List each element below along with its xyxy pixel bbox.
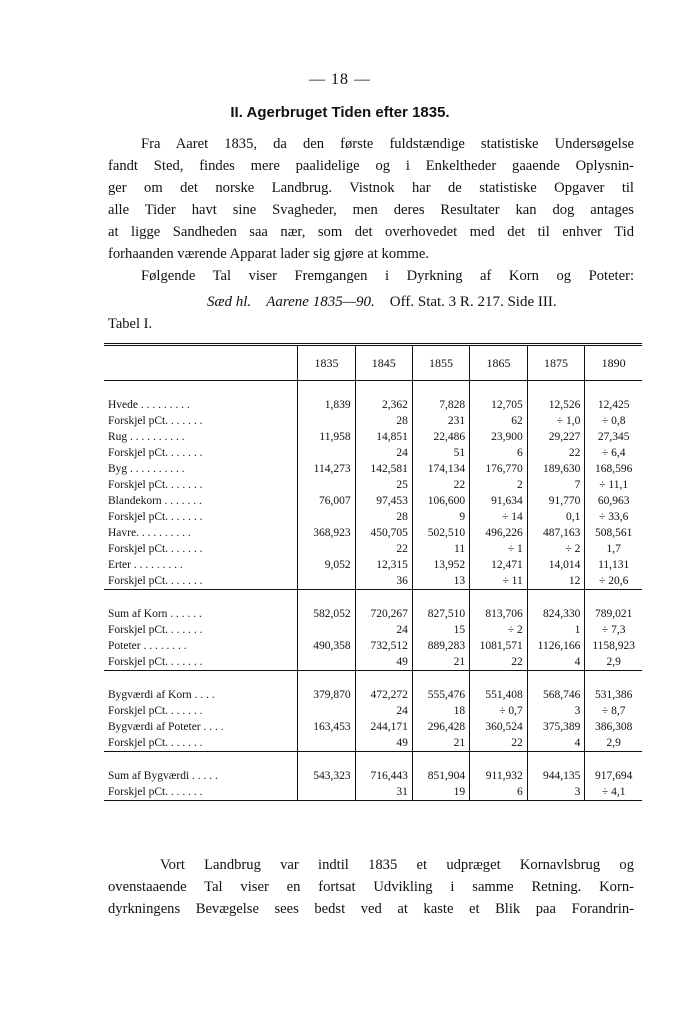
value-cell: 732,512 [355, 638, 412, 654]
page-number: — 18 — [309, 71, 371, 88]
value-cell: ÷ 4,1 [585, 784, 642, 801]
row-label: Forskjel pCt. . . . . . . [104, 654, 298, 671]
row-label: Forskjel pCt. . . . . . . [108, 447, 203, 459]
spacer-cell [470, 671, 528, 688]
row-label: Havre. . . . . . . . . . [108, 527, 191, 539]
table-row [104, 768, 642, 784]
value-cell: 375,389 [527, 719, 585, 735]
value-cell: 582,052 [298, 606, 355, 622]
spacer-cell [470, 752, 528, 769]
value-cell: 13,952 [412, 557, 469, 573]
table-header-row [104, 345, 642, 381]
row-label: Forskjel pCt. . . . . . . [108, 543, 203, 555]
value-cell [298, 622, 355, 638]
table-row [104, 397, 642, 413]
value-cell [298, 413, 355, 429]
row-label: Forskjel pCt. . . . . . . [104, 573, 298, 590]
value-cell: 3 [527, 784, 585, 801]
value-cell: ÷ 6,4 [585, 445, 642, 461]
table-row [104, 735, 642, 752]
value-cell: 1,839 [298, 397, 355, 413]
row-spacer [104, 381, 642, 398]
value-cell: 1081,571 [470, 638, 528, 654]
row-label: Byg . . . . . . . . . . [108, 463, 185, 475]
value-cell: 22 [470, 735, 528, 752]
table-row [104, 638, 642, 654]
table-row [104, 445, 642, 461]
value-cell: 360,524 [470, 719, 528, 735]
value-cell: 472,272 [355, 687, 412, 703]
value-cell: 824,330 [527, 606, 585, 622]
spacer-cell [104, 752, 298, 769]
value-cell: 1158,923 [585, 638, 642, 654]
row-label: Forskjel pCt. . . . . . . [104, 784, 298, 801]
intro-line: ger om det norske Landbrug. Vistnok har de statistiske Opgaver til [108, 180, 634, 196]
value-cell: 9,052 [298, 557, 355, 573]
statistics-table [104, 343, 642, 801]
value-cell: 12,705 [470, 397, 528, 413]
table-row [104, 541, 642, 557]
value-cell: ÷ 20,6 [585, 573, 642, 590]
value-cell: ÷ 0,8 [585, 413, 642, 429]
spacer-cell [527, 590, 585, 607]
closing-line: ovenstaaende Tal viser en fortsat Udvikling i samme Retning. Korn- [108, 879, 634, 895]
value-cell [298, 445, 355, 461]
value-cell: 490,358 [298, 638, 355, 654]
value-cell: 19 [412, 784, 469, 801]
value-cell: 14,851 [355, 429, 412, 445]
value-cell: 36 [355, 573, 412, 590]
row-label: Sum af Bygværdi . . . . . [108, 770, 218, 782]
row-label: Bygværdi af Poteter . . . . [108, 721, 224, 733]
value-cell: ÷ 11,1 [585, 477, 642, 493]
value-cell: 0,1 [527, 509, 585, 525]
value-cell: 917,694 [585, 768, 642, 784]
value-cell: 851,904 [412, 768, 469, 784]
value-cell: 9 [412, 509, 469, 525]
spacer-cell [355, 590, 412, 607]
value-cell: 24 [355, 622, 412, 638]
value-cell: 889,283 [412, 638, 469, 654]
value-cell: 12 [527, 573, 585, 590]
value-cell: 555,476 [412, 687, 469, 703]
spacer-cell [527, 671, 585, 688]
table-row [104, 622, 642, 638]
value-cell: 720,267 [355, 606, 412, 622]
value-cell: 531,386 [585, 687, 642, 703]
row-label: Forskjel pCt. . . . . . . [104, 735, 298, 752]
table-row [104, 573, 642, 590]
value-cell: 91,770 [527, 493, 585, 509]
row-label: Forskjel pCt. . . . . . . [108, 479, 203, 491]
value-cell: 508,561 [585, 525, 642, 541]
value-cell: 911,932 [470, 768, 528, 784]
section-title: II. Agerbruget Tiden efter 1835. [230, 104, 450, 121]
value-cell: 496,226 [470, 525, 528, 541]
value-cell: 2,362 [355, 397, 412, 413]
row-label: Erter . . . . . . . . . [108, 559, 183, 571]
row-spacer [104, 671, 642, 688]
value-cell: 189,630 [527, 461, 585, 477]
value-cell: 368,923 [298, 525, 355, 541]
column-header: 1875 [527, 345, 585, 381]
row-label: Forskjel pCt. . . . . . . [108, 511, 203, 523]
value-cell: 2,9 [585, 654, 642, 671]
row-label: Forskjel pCt. . . . . . . [108, 705, 203, 717]
spacer-cell [298, 381, 355, 398]
value-cell: 450,705 [355, 525, 412, 541]
intro-line: alle Tider havt sine Svagheder, men deres Resultater kan dog antages [108, 202, 634, 218]
value-cell: 944,135 [527, 768, 585, 784]
value-cell: 12,425 [585, 397, 642, 413]
value-cell [298, 654, 355, 671]
value-cell: 244,171 [355, 719, 412, 735]
table-row [104, 477, 642, 493]
table-years: Aarene 1835—90. [266, 294, 375, 310]
value-cell: ÷ 2 [470, 622, 528, 638]
value-cell: 106,600 [412, 493, 469, 509]
value-cell: 22 [412, 477, 469, 493]
value-cell: 487,163 [527, 525, 585, 541]
value-cell: 62 [470, 413, 528, 429]
closing-line: dyrkningens Bevægelse sees bedst ved at kaste et Blik paa Forandrin- [108, 901, 634, 917]
table-source: Off. Stat. 3 R. 217. Side III. [389, 294, 557, 310]
value-cell: 1126,166 [527, 638, 585, 654]
value-cell: 12,526 [527, 397, 585, 413]
value-cell: 11,131 [585, 557, 642, 573]
row-label: Forskjel pCt. . . . . . . [108, 415, 203, 427]
table-row [104, 687, 642, 703]
spacer-cell [527, 752, 585, 769]
table-caption [207, 294, 557, 311]
value-cell: 6 [470, 445, 528, 461]
value-cell: 76,007 [298, 493, 355, 509]
value-cell: 25 [355, 477, 412, 493]
value-cell [298, 477, 355, 493]
table-row [104, 461, 642, 477]
value-cell [298, 541, 355, 557]
value-cell: ÷ 7,3 [585, 622, 642, 638]
value-cell: 4 [527, 654, 585, 671]
table-row [104, 525, 642, 541]
value-cell: 28 [355, 413, 412, 429]
header-blank [104, 345, 298, 381]
row-label: Sum af Korn . . . . . . [108, 608, 202, 620]
value-cell: 97,453 [355, 493, 412, 509]
spacer-cell [412, 752, 469, 769]
value-cell: 3 [527, 703, 585, 719]
column-header: 1890 [585, 345, 642, 381]
intro-line: Følgende Tal viser Fremgangen i Dyrkning af Korn og Poteter: [141, 268, 634, 284]
spacer-cell [412, 381, 469, 398]
value-cell: 1,7 [585, 541, 642, 557]
spacer-cell [355, 752, 412, 769]
row-spacer [104, 590, 642, 607]
value-cell: 163,453 [298, 719, 355, 735]
value-cell: 49 [355, 654, 412, 671]
spacer-cell [355, 381, 412, 398]
value-cell: 4 [527, 735, 585, 752]
value-cell: 22 [470, 654, 528, 671]
value-cell: 60,963 [585, 493, 642, 509]
spacer-cell [585, 752, 642, 769]
table-label: Tabel I. [108, 316, 153, 332]
column-header: 1835 [298, 345, 355, 381]
table-row [104, 719, 642, 735]
value-cell: 12,471 [470, 557, 528, 573]
closing-line: Vort Landbrug var indtil 1835 et udpræget Kornavlsbrug og [160, 857, 634, 873]
column-header: 1865 [470, 345, 528, 381]
value-cell: 827,510 [412, 606, 469, 622]
value-cell: 22 [527, 445, 585, 461]
table-row [104, 493, 642, 509]
spacer-cell [298, 752, 355, 769]
row-label: Bygværdi af Korn . . . . [108, 689, 215, 701]
value-cell: ÷ 8,7 [585, 703, 642, 719]
spacer-cell [298, 671, 355, 688]
table-row [104, 557, 642, 573]
spacer-cell [585, 671, 642, 688]
value-cell: 21 [412, 654, 469, 671]
value-cell: 29,227 [527, 429, 585, 445]
spacer-cell [355, 671, 412, 688]
value-cell: 6 [470, 784, 528, 801]
value-cell: 18 [412, 703, 469, 719]
table-body [104, 381, 642, 801]
value-cell: 551,408 [470, 687, 528, 703]
value-cell [298, 573, 355, 590]
value-cell: 174,134 [412, 461, 469, 477]
value-cell: 24 [355, 445, 412, 461]
value-cell: 231 [412, 413, 469, 429]
row-label: Poteter . . . . . . . . [108, 640, 187, 652]
spacer-cell [412, 671, 469, 688]
table-row [104, 784, 642, 801]
value-cell: ÷ 2 [527, 541, 585, 557]
value-cell: 91,634 [470, 493, 528, 509]
value-cell [298, 703, 355, 719]
table-row [104, 413, 642, 429]
column-header: 1855 [412, 345, 469, 381]
table-row [104, 606, 642, 622]
value-cell [298, 784, 355, 801]
value-cell: 11,958 [298, 429, 355, 445]
value-cell: 114,273 [298, 461, 355, 477]
value-cell: ÷ 14 [470, 509, 528, 525]
value-cell: 543,323 [298, 768, 355, 784]
value-cell: 296,428 [412, 719, 469, 735]
table-row [104, 654, 642, 671]
value-cell: 386,308 [585, 719, 642, 735]
row-label: Forskjel pCt. . . . . . . [108, 624, 203, 636]
value-cell: 24 [355, 703, 412, 719]
spacer-cell [585, 590, 642, 607]
value-cell: ÷ 11 [470, 573, 528, 590]
value-cell: 176,770 [470, 461, 528, 477]
intro-paragraph [108, 133, 634, 287]
value-cell: 716,443 [355, 768, 412, 784]
intro-line: Fra Aaret 1835, da den første fuldstændige statistiske Undersøgelse [141, 136, 634, 152]
spacer-cell [527, 381, 585, 398]
value-cell: 1 [527, 622, 585, 638]
table-row [104, 509, 642, 525]
value-cell: ÷ 0,7 [470, 703, 528, 719]
value-cell: ÷ 33,6 [585, 509, 642, 525]
table-row [104, 429, 642, 445]
row-label: Hvede . . . . . . . . . [108, 399, 190, 411]
value-cell: 22 [355, 541, 412, 557]
spacer-cell [585, 381, 642, 398]
value-cell [298, 735, 355, 752]
value-cell: 13 [412, 573, 469, 590]
spacer-cell [104, 381, 298, 398]
intro-line: at ligge Sandheden saa nær, som det overhovedet med det til enhver Tid [108, 224, 634, 240]
value-cell: 49 [355, 735, 412, 752]
table-row [104, 703, 642, 719]
value-cell: 28 [355, 509, 412, 525]
value-cell: 15 [412, 622, 469, 638]
value-cell: 813,706 [470, 606, 528, 622]
value-cell: ÷ 1 [470, 541, 528, 557]
value-cell: 22,486 [412, 429, 469, 445]
value-cell: 27,345 [585, 429, 642, 445]
value-cell: 31 [355, 784, 412, 801]
value-cell: 142,581 [355, 461, 412, 477]
value-cell: 502,510 [412, 525, 469, 541]
value-cell: 14,014 [527, 557, 585, 573]
intro-line: forhaanden værende Apparat lader sig gjøre at komme. [108, 246, 429, 262]
value-cell: 51 [412, 445, 469, 461]
value-cell: 7,828 [412, 397, 469, 413]
value-cell: 21 [412, 735, 469, 752]
row-label: Blandekorn . . . . . . . [108, 495, 202, 507]
value-cell: 168,596 [585, 461, 642, 477]
column-header: 1845 [355, 345, 412, 381]
value-cell: ÷ 1,0 [527, 413, 585, 429]
spacer-cell [104, 671, 298, 688]
value-cell: 7 [527, 477, 585, 493]
spacer-cell [470, 381, 528, 398]
table-unit: Sæd hl. [207, 294, 252, 310]
closing-paragraph [108, 854, 634, 920]
value-cell: 12,315 [355, 557, 412, 573]
spacer-cell [298, 590, 355, 607]
value-cell: 789,021 [585, 606, 642, 622]
row-label: Rug . . . . . . . . . . [108, 431, 185, 443]
row-spacer [104, 752, 642, 769]
spacer-cell [104, 590, 298, 607]
value-cell: 2 [470, 477, 528, 493]
value-cell [298, 509, 355, 525]
value-cell: 23,900 [470, 429, 528, 445]
value-cell: 2,9 [585, 735, 642, 752]
spacer-cell [470, 590, 528, 607]
value-cell: 379,870 [298, 687, 355, 703]
value-cell: 568,746 [527, 687, 585, 703]
spacer-cell [412, 590, 469, 607]
value-cell: 11 [412, 541, 469, 557]
intro-line: fandt Sted, findes mere paalidelige og i Enkeltheder gaaende Oplysnin- [108, 158, 634, 174]
